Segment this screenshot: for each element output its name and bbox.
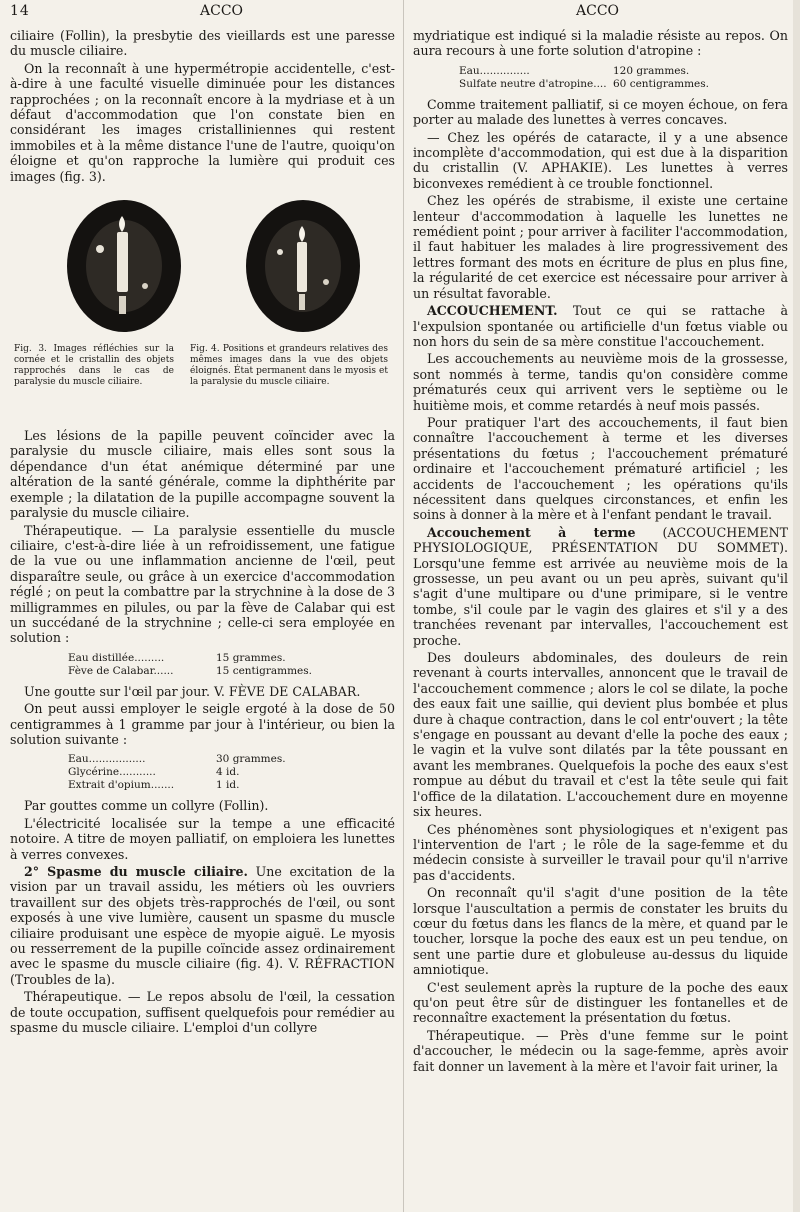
paragraph: 2° Spasme du muscle ciliaire. Une excitation de la vision par un travail assidu, les métiers où les ouvriers travaillent sur des objets très-rapprochés de l'œil, ou sont exposés à une vive lumière, causent un spasme du muscle ciliaire produisant une espèce de myopie aiguë. Le myosis ou resserrement de la pupille coïncide assez ordinairement avec le spasme du muscle ciliaire (fig. 4). V. RÉFRACTION (Troubles de la). [10, 864, 395, 987]
prescription-row: Eau distillée......... 15 grammes. [68, 651, 286, 664]
figure-4-caption: Fig. 4. Positions et grandeurs relatives des mêmes images dans la vue des objets éloignés. État permanent dans le myosis et la paralysie du muscle ciliaire. [190, 344, 388, 388]
figures-3-4 [10, 190, 395, 340]
right-column [413, 28, 788, 1076]
paragraph: Chez les opérés de strabisme, il existe une certaine lenteur d'accommodation à laquelle les lunettes ne remédient point ; pour arriver à faciliter l'accommodation, il faut habituer les malades à lire progressivement des lettres formant des mots en écriture de plus en plus fine, la régularité de cet exercice est nécessaire pour arriver à un résultat favorable. [413, 193, 788, 301]
paragraph: On peut aussi employer le seigle ergoté à la dose de 50 centigrammes à 1 gramme par jour à l'intérieur, ou bien la solution suivante : [10, 701, 395, 747]
paragraph: Accouchement à terme (ACCOUCHEMENT PHYSIOLOGIQUE, PRÉSENTATION DU SOMMET). Lorsqu'une femme est arrivée au neuvième mois de la grossesse, un peu avant ou un peu après, suivant qu'il s'agit d'une multipare ou d'une primipare, si le ventre tombe, s'il coule par le vagin des glaires et s'il y a des tranchées revenant par intervalles, l'accouchement est proche. [413, 524, 788, 648]
entry-heading: ACCOUCHEMENT. [427, 303, 558, 319]
paragraph: Par gouttes comme un collyre (Follin). [24, 798, 269, 814]
paragraph: Comme traitement palliatif, si ce moyen échoue, on fera porter au malade des lunettes à verres concaves. [413, 96, 788, 128]
prescription-row: Fève de Calabar...... 15 centigrammes. [68, 664, 312, 677]
section-heading: 2° Spasme du muscle ciliaire. [24, 864, 248, 879]
paragraph: — Chez les opérés de cataracte, il y a une absence incomplète d'accommodation, qui est due à la disparition du cristallin (V. APHAKIE). Les lunettes à verres biconvexes remédient à ce trouble fonctionnel. [413, 129, 788, 191]
paragraph: Thérapeutique. — La paralysie essentielle du muscle ciliaire, c'est-à-dire liée à un refroidissement, une fatigue de la vue ou une inflammation ancienne de l'œil, peut disparaître seule, ou grâce à un exercice d'accommodation réglé ; on peut la combattre par la strychnine à la dose de 3 milligrammes en pilules, ou par la fève de Calabar qui est un succédané de la strychnine ; celle-ci sera employée en solution : [10, 522, 395, 646]
prescription-row: Eau................. 30 grammes. [68, 753, 286, 766]
page-edge [793, 0, 800, 1212]
paragraph: On la reconnaît à une hypermétropie accidentelle, c'est-à-dire à une faculté visuelle diminuée pour les distances rapprochées ; on la reconnaît encore à la mydriase et à un défaut d'accommodation que l'on constate bien en considérant les images cristalliniennes qui restent immobiles et à la même distance l'une de l'autre, quoiqu'on éloigne et qu'on rapproche la lumière qui produit ces images (fig. 3). [10, 60, 395, 184]
paragraph: Pour pratiquer l'art des accouchements, il faut bien connaître l'accouchement à terme et les diverses présentations du fœtus ; l'accouchement prématuré ordinaire et l'accouchement prématuré artificiel ; les accidents de l'accouchement ; les opérations qu'ils nécessitent dans quelques circonstances, et enfin les soins à donner à la mère et à l'enfant pendant le travail. [413, 414, 788, 523]
running-title-left: ACCO [200, 3, 244, 19]
paragraph: C'est seulement après la rupture de la poche des eaux qu'on peut être sûr de distinguer les fontanelles et de reconnaître exactement la présentation du fœtus. [413, 979, 788, 1026]
paragraph: Des douleurs abdominales, des douleurs de rein revenant à courts intervalles, annoncent que le travail de l'accouchement commence ; alors le col se dilate, la poche des eaux fait une saillie, qui devient plus bombée et plus dure à chaque contraction, dans le col entr'ouvert ; la tête s'engage en poussant au devant d'elle la poche des eaux ; le vagin et la vulve sont dilatés par la tête poussant en avant les membranes. Quelquefois la poche des eaux s'est rompue au début du travail et c'est la tête seule qui fait l'office de la dilatation. L'accouchement dure en moyenne six heures. [413, 650, 788, 820]
prescription-2 [10, 753, 395, 792]
paragraph: Les accouchements au neuvième mois de la grossesse, sont nommés à terme, tandis qu'on considère comme prématurés ceux qui arrivent vers le septième ou le huitième mois, et comme retardés à neuf mois passés. [413, 351, 788, 413]
paragraph: Une goutte sur l'œil par jour. V. FÈVE DE CALABAR. [24, 683, 361, 699]
section-heading: Accouchement à terme [427, 524, 636, 540]
running-title-right: ACCO [576, 3, 620, 19]
page-number: 14 [10, 3, 30, 19]
prescription-1 [10, 652, 395, 678]
paragraph: Thérapeutique. — Près d'une femme sur le point d'accoucher, le médecin ou la sage-femme, après avoir fait donner un lavement à la mère et l'avoir fait uriner, la [413, 1027, 788, 1074]
figure-3-caption: Fig. 3. Images réfléchies sur la cornée et le cristallin des objets rapprochés dans le cas de paralysie du muscle ciliaire. [14, 344, 174, 388]
figure-4-eye-image [244, 194, 362, 334]
figure-captions [10, 344, 395, 428]
paragraph: On reconnaît qu'il s'agit d'une position de la tête lorsque l'auscultation a permis de constater les bruits du cœur du fœtus dans les flancs de la mère, et quand par le toucher, lorsque la poche des eaux est un peu tendue, on sent une partie dure et globuleuse au-dessus du liquide amniotique. [413, 885, 788, 978]
paragraph: ciliaire (Follin), la presbytie des vieillards est une paresse du muscle ciliaire. [10, 28, 395, 59]
left-column [10, 28, 395, 1037]
paragraph: Thérapeutique. — Le repos absolu de l'œil, la cessation de toute occupation, suffisent quelquefois pour remédier au spasme du muscle ciliaire. L'emploi d'un collyre [10, 989, 395, 1036]
prescription-row: Sulfate neutre d'atropine.... 60 centigrammes. [459, 77, 709, 90]
column-divider [403, 0, 404, 1212]
paragraph: Ces phénomènes sont physiologiques et n'exigent pas l'intervention de l'art ; le rôle de la sage-femme et du médecin consiste à surveiller le travail pour qu'il n'arrive pas d'accidents. [413, 821, 788, 883]
prescription-row: Eau............... 120 grammes. [459, 64, 690, 77]
prescription-row: Extrait d'opium....... 1 id. [68, 779, 240, 792]
figure-3-eye-image [65, 194, 183, 334]
paragraph: mydriatique est indiqué si la maladie résiste au repos. On aura recours à une forte solution d'atropine : [413, 28, 788, 59]
paragraph: ACCOUCHEMENT. Tout ce qui se rattache à l'expulsion spontanée ou artificielle d'un fœtus viable ou non hors du sein de sa mère constitue l'accouchement. [413, 303, 788, 349]
prescription-row: Glycérine........... 4 id. [68, 766, 240, 779]
prescription-3 [413, 65, 788, 91]
paragraph: Les lésions de la papille peuvent coïncider avec la paralysie du muscle ciliaire, mais elles sont sous la dépendance d'un état anémique déterminé par une altération de la santé générale, comme la diphthérite par exemple ; la dilatation de la pupille accompagne souvent la paralysie du muscle ciliaire. [10, 428, 395, 521]
paragraph: L'électricité localisée sur la tempe a une efficacité notoire. A titre de moyen palliatif, on emploiera les lunettes à verres convexes. [10, 815, 395, 862]
running-header [0, 3, 800, 23]
